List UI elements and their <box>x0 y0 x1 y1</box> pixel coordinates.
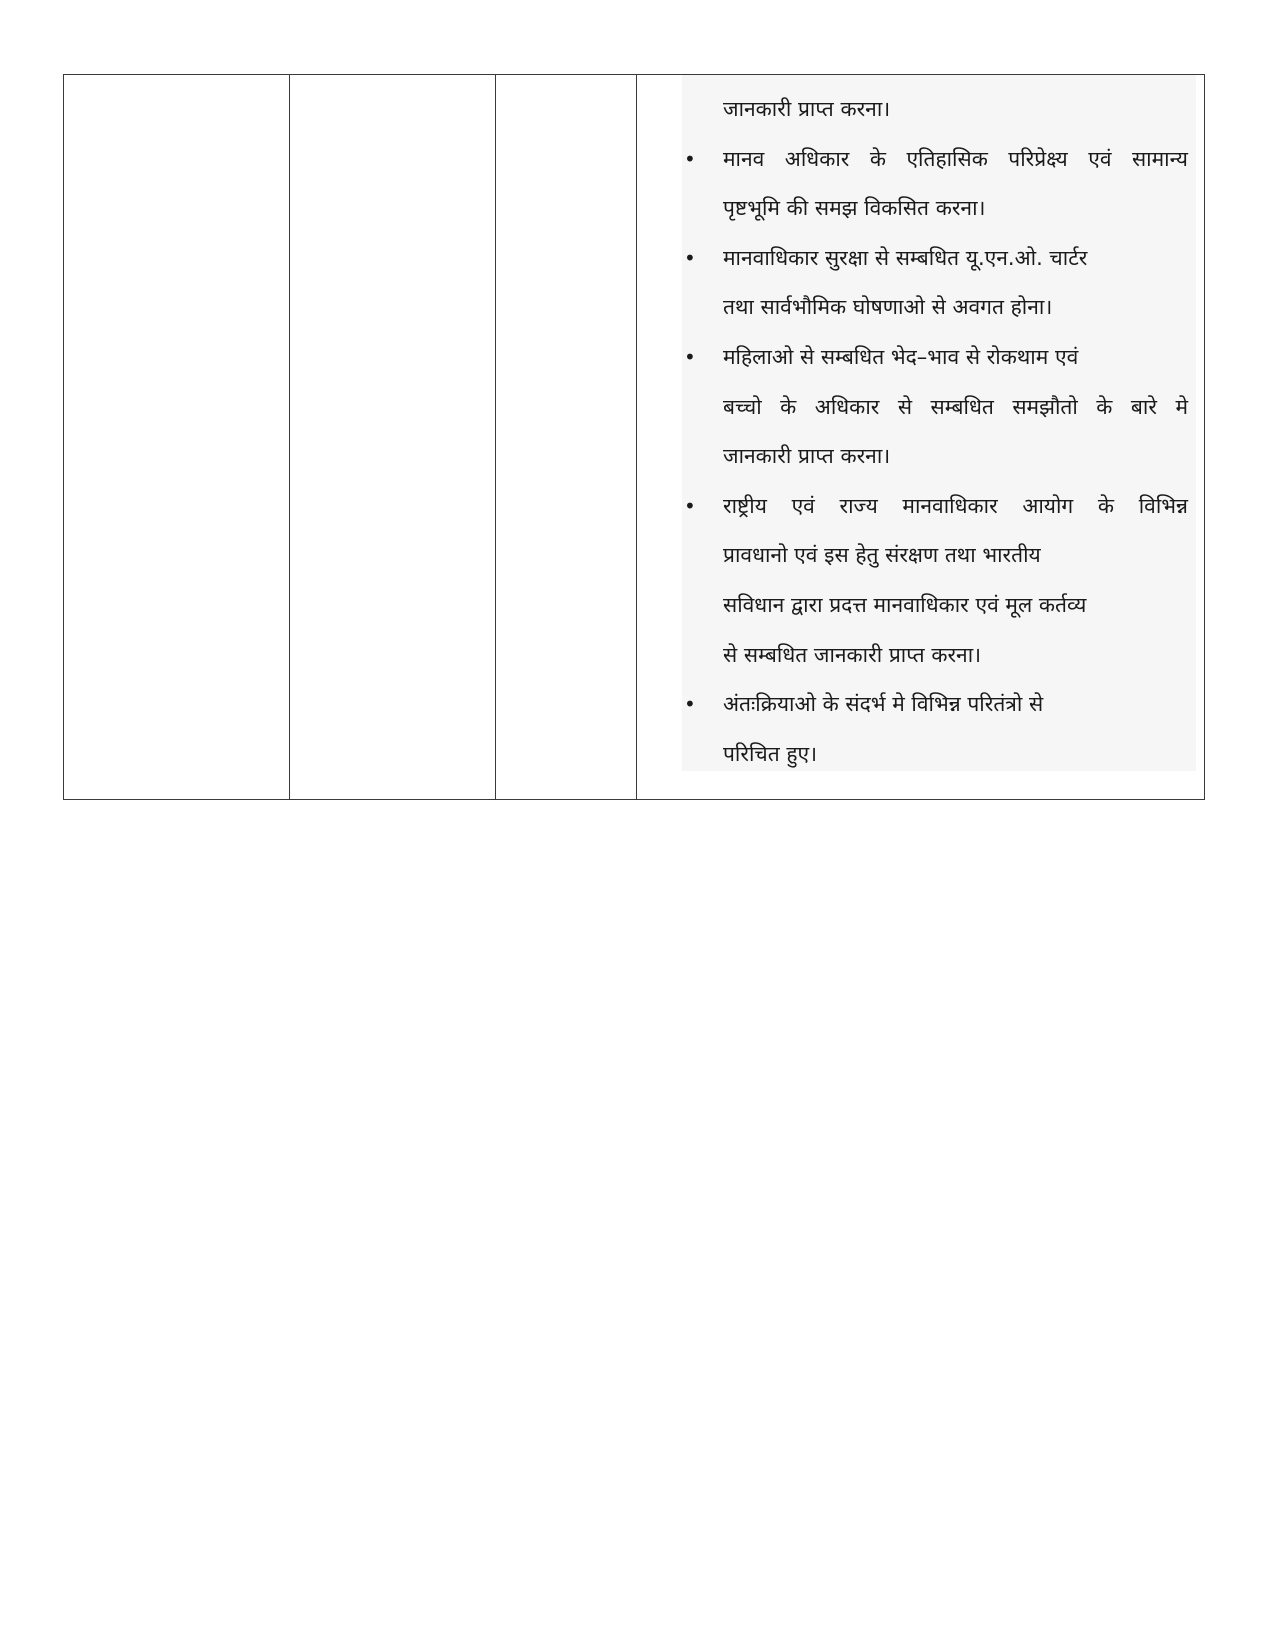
objectives-cell <box>637 75 1205 800</box>
list-item <box>637 482 1196 680</box>
list-item-text: महिलाओ से सम्बधित भेद–भाव से रोकथाम एवं <box>723 344 1079 369</box>
bullet-icon: • <box>684 344 696 369</box>
table-row <box>64 75 1205 800</box>
table-cell-empty-1 <box>64 75 290 800</box>
list-item <box>637 234 1196 333</box>
document-table <box>63 74 1205 800</box>
list-item <box>637 680 1196 779</box>
bullet-icon: • <box>684 692 696 717</box>
list-item-text: अंतःक्रियाओ के संदर्भ मे विभिन्न परितंत्रो से <box>723 692 1044 717</box>
list-item-text: सविधान द्वारा प्रदत्त मानवाधिकार एवं मूल कर्तव्य <box>723 592 1087 617</box>
list-item-text: प्रावधानो एवं इस हेतु संरक्षण तथा भारतीय <box>723 543 1041 568</box>
list-item-text: तथा सार्वभौमिक घोषणाओ से अवगत होना। <box>723 295 1053 320</box>
continuation-line: जानकारी प्राप्त करना। <box>723 97 891 121</box>
list-item-text: राष्ट्रीय एवं राज्य मानवाधिकार आयोग के विभिन्न <box>723 493 1188 518</box>
table-cell-empty-3 <box>496 75 637 800</box>
list-item-text: मानवाधिकार सुरक्षा से सम्बधित यू.एन.ओ. चार्टर <box>723 245 1088 270</box>
list-item-text: मानव अधिकार के एतिहासिक परिप्रेक्ष्य एवं सामान्य <box>723 146 1188 171</box>
list-item <box>637 333 1196 482</box>
list-item-text: जानकारी प्राप्त करना। <box>723 444 891 469</box>
table-cell-empty-2 <box>290 75 496 800</box>
bullet-icon: • <box>684 146 696 171</box>
list-item-text: बच्चो के अधिकार से सम्बधित समझौतो के बारे मे <box>723 394 1188 419</box>
bullet-icon: • <box>684 493 696 518</box>
list-item-text: से सम्बधित जानकारी प्राप्त करना। <box>723 642 982 667</box>
objectives-list <box>637 75 1204 779</box>
list-item <box>637 135 1196 234</box>
list-item-text: परिचित हुए। <box>723 741 818 766</box>
bullet-icon: • <box>684 245 696 270</box>
list-item-text: पृष्टभूमि की समझ विकसित करना। <box>723 196 986 221</box>
